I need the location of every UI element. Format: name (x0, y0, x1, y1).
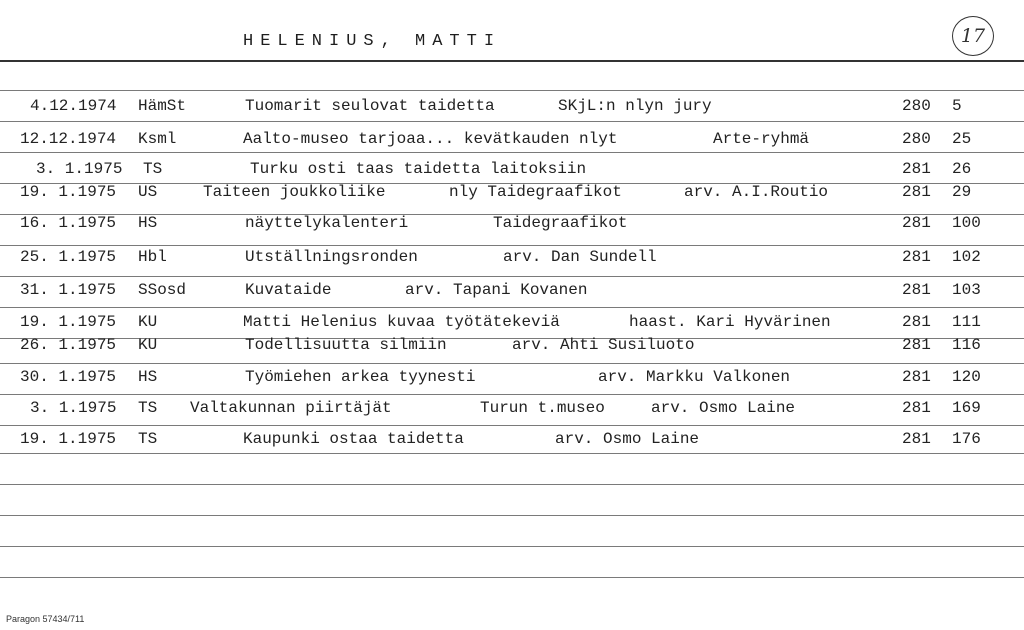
entry-row (0, 214, 1024, 238)
ruled-line (0, 577, 1024, 578)
ruled-line (0, 363, 1024, 364)
ruled-line (0, 276, 1024, 277)
entry-date: 16. 1.1975 (20, 214, 117, 232)
entry-title: Taiteen joukkoliike (203, 183, 386, 201)
card-footer: Paragon 57434/711 (6, 614, 85, 624)
ruled-line (0, 121, 1024, 122)
entry-title: Turku osti taas taidetta laitoksiin (250, 160, 587, 178)
entry-title: Valtakunnan piirtäjät (190, 399, 392, 417)
entry-date: 4.12.1974 (30, 97, 117, 115)
entry-volume: 280 (902, 130, 931, 148)
entry-volume: 280 (902, 97, 931, 115)
entry-page: 111 (952, 313, 981, 331)
entry-title: Tuomarit seulovat taidetta (245, 97, 495, 115)
entry-note: arv. Dan Sundell (503, 248, 657, 266)
entry-volume: 281 (902, 368, 931, 386)
entry-source: HS (138, 214, 158, 232)
entry-note: Arte-ryhmä (713, 130, 810, 148)
entry-row (0, 368, 1024, 392)
entry-row (0, 399, 1024, 423)
entry-row (0, 430, 1024, 454)
entry-source: Ksml (138, 130, 177, 148)
entry-volume: 281 (902, 399, 931, 417)
entry-source: TS (143, 160, 163, 178)
entry-title: Työmiehen arkea tyynesti (245, 368, 476, 386)
entry-date: 12.12.1974 (20, 130, 117, 148)
entry-note: arv. Markku Valkonen (598, 368, 791, 386)
entry-note: Taidegraafikot (493, 214, 628, 232)
entry-note: SKjL:n nlyn jury (558, 97, 712, 115)
entry-title: Kaupunki ostaa taidetta (243, 430, 464, 448)
entry-note: haast. Kari Hyvärinen (629, 313, 831, 331)
entry-source: KU (138, 336, 158, 354)
entry-date: 25. 1.1975 (20, 248, 117, 266)
entry-date: 31. 1.1975 (20, 281, 117, 299)
entry-note: arv. A.I.Routio (684, 183, 829, 201)
ruled-line (0, 484, 1024, 485)
entry-page: 169 (952, 399, 981, 417)
entry-source: SSosd (138, 281, 187, 299)
entry-note: arv. Ahti Susiluoto (512, 336, 695, 354)
entry-page: 100 (952, 214, 981, 232)
entry-date: 19. 1.1975 (20, 313, 117, 331)
entry-source: TS (138, 399, 158, 417)
entry-title: näyttelykalenteri (245, 214, 409, 232)
entry-note: arv. Osmo Laine (651, 399, 796, 417)
entry-date: 30. 1.1975 (20, 368, 117, 386)
entry-date: 3. 1.1975 (30, 399, 117, 417)
entry-volume: 281 (902, 248, 931, 266)
ruled-line (0, 425, 1024, 426)
entry-title: Matti Helenius kuvaa työtätekeviä (243, 313, 560, 331)
entry-source: US (138, 183, 158, 201)
entry-date: 19. 1.1975 (20, 430, 117, 448)
entry-page: 25 (952, 130, 972, 148)
entry-volume: 281 (902, 313, 931, 331)
entry-row (0, 313, 1024, 337)
entry-title: Kuvataide (245, 281, 332, 299)
entry-row (0, 160, 1024, 184)
entry-row (0, 248, 1024, 272)
entry-page: 176 (952, 430, 981, 448)
entry-row (0, 97, 1024, 121)
entry-volume: 281 (902, 214, 931, 232)
card-number-circle: 17 (952, 16, 994, 56)
ruled-line (0, 60, 1024, 62)
entry-volume: 281 (902, 430, 931, 448)
entry-row (0, 130, 1024, 154)
entry-source: HämSt (138, 97, 187, 115)
entry-title: Utställningsronden (245, 248, 418, 266)
card-title: HELENIUS, MATTI (243, 32, 502, 51)
entry-page: 103 (952, 281, 981, 299)
entry-date: 3. 1.1975 (36, 160, 123, 178)
entry-volume: 281 (902, 160, 931, 178)
entry-volume: 281 (902, 336, 931, 354)
entry-note: arv. Osmo Laine (555, 430, 700, 448)
entry-source: Hbl (138, 248, 167, 266)
entry-volume: 281 (902, 281, 931, 299)
entry-note: Turun t.museo (480, 399, 605, 417)
entry-row (0, 336, 1024, 360)
entry-source: TS (138, 430, 158, 448)
entry-source: HS (138, 368, 158, 386)
entry-date: 19. 1.1975 (20, 183, 117, 201)
entry-page: 26 (952, 160, 972, 178)
entry-note: nly Taidegraafikot (449, 183, 622, 201)
ruled-line (0, 515, 1024, 516)
entry-source: KU (138, 313, 158, 331)
entry-volume: 281 (902, 183, 931, 201)
ruled-line (0, 394, 1024, 395)
entry-row (0, 183, 1024, 207)
ruled-line (0, 245, 1024, 246)
entry-row (0, 281, 1024, 305)
entry-note: arv. Tapani Kovanen (405, 281, 588, 299)
entry-title: Todellisuutta silmiin (245, 336, 447, 354)
entry-date: 26. 1.1975 (20, 336, 117, 354)
entry-page: 29 (952, 183, 972, 201)
ruled-line (0, 90, 1024, 91)
ruled-line (0, 546, 1024, 547)
entry-page: 102 (952, 248, 981, 266)
entry-page: 5 (952, 97, 962, 115)
ruled-line (0, 307, 1024, 308)
entry-page: 116 (952, 336, 981, 354)
entry-page: 120 (952, 368, 981, 386)
entry-title: Aalto-museo tarjoaa... kevätkauden nlyt (243, 130, 618, 148)
